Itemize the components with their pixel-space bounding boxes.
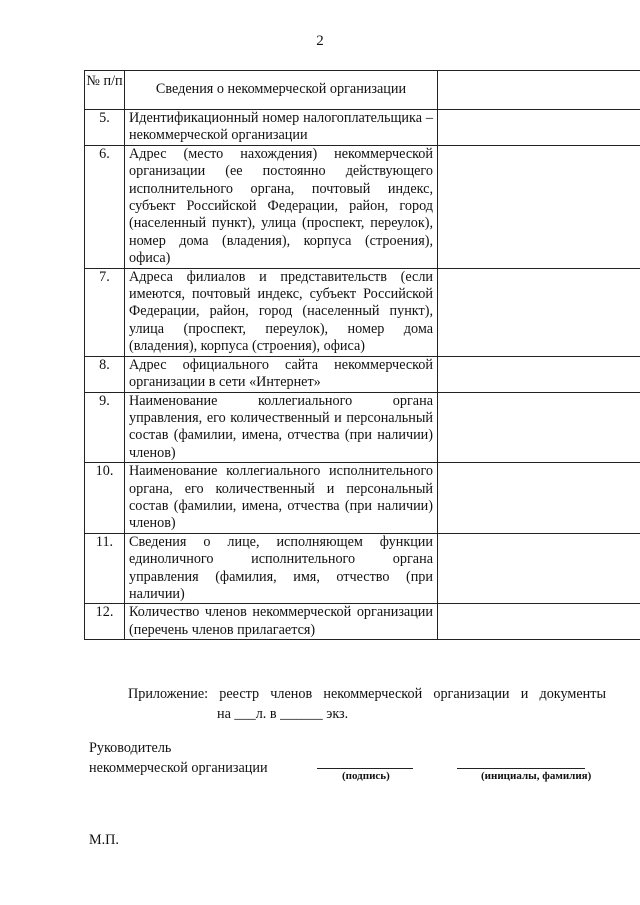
table-row	[85, 392, 640, 463]
appendix-note	[128, 684, 606, 724]
row-number: 11.	[85, 533, 125, 604]
row-number: 6.	[85, 145, 125, 268]
row-number: 12.	[85, 604, 125, 640]
row-value[interactable]	[438, 356, 640, 392]
table-row	[85, 533, 640, 604]
appendix-line-2: на ___л. в ______ экз.	[217, 706, 349, 722]
row-number: 10.	[85, 463, 125, 534]
table-header-row	[85, 71, 640, 110]
header-description: Сведения о некоммерческой организации	[125, 71, 438, 110]
organization-info-table	[84, 70, 640, 640]
row-description: Сведения о лице, исполняющем функции единоличного исполнительного органа управления (фамилия, имя, отчество (при наличии)	[125, 533, 438, 604]
row-value[interactable]	[438, 268, 640, 356]
row-description: Наименование коллегиального исполнительного органа, его количественный и персональный состав (фамилии, имена, отчества (при наличии) членов)	[125, 463, 438, 534]
table-row	[85, 145, 640, 268]
name-caption: (инициалы, фамилия)	[481, 770, 592, 782]
row-value[interactable]	[438, 533, 640, 604]
table-row	[85, 356, 640, 392]
row-description: Наименование коллегиального органа управления, его количественный и персональный состав (фамилии, имена, отчества (при наличии) членов)	[125, 392, 438, 463]
row-number: 7.	[85, 268, 125, 356]
stamp-placeholder: М.П.	[89, 832, 119, 848]
table-row	[85, 463, 640, 534]
row-description: Адреса филиалов и представительств (если имеются, почтовый индекс, субъект Российской Федерации, район, город (населенный пункт), улица (проспект, переулок), номер дома (владения), корпуса (строения), офиса)	[125, 268, 438, 356]
table-row	[85, 604, 640, 640]
row-value[interactable]	[438, 392, 640, 463]
name-line[interactable]	[457, 768, 585, 769]
row-description: Адрес (место нахождения) некоммерческой организации (ее постоянно действующего исполнительного органа, почтовый индекс, субъект Российской Федерации, район, город (населенный пункт), улица (проспект, переулок), номер дома (владения), корпуса (строения), офиса)	[125, 145, 438, 268]
row-description: Идентификационный номер налогоплательщика – некоммерческой организации	[125, 110, 438, 146]
row-number: 9.	[85, 392, 125, 463]
row-number: 5.	[85, 110, 125, 146]
signer-organization: некоммерческой организации	[89, 760, 268, 776]
table-row	[85, 110, 640, 146]
table-row	[85, 268, 640, 356]
row-description: Количество членов некоммерческой организации (перечень членов прилагается)	[125, 604, 438, 640]
row-value[interactable]	[438, 604, 640, 640]
row-description: Адрес официального сайта некоммерческой организации в сети «Интернет»	[125, 356, 438, 392]
row-number: 8.	[85, 356, 125, 392]
row-value[interactable]	[438, 463, 640, 534]
appendix-line-1: Приложение: реестр членов некоммерческой организации и документы	[128, 686, 606, 702]
header-number: № п/п	[85, 71, 125, 110]
row-value[interactable]	[438, 145, 640, 268]
signature-line[interactable]	[317, 768, 413, 769]
header-value	[438, 71, 640, 110]
signer-block	[89, 738, 268, 778]
signature-caption: (подпись)	[342, 770, 390, 782]
page-number: 2	[316, 33, 324, 49]
row-value[interactable]	[438, 110, 640, 146]
signer-title: Руководитель	[89, 740, 172, 756]
